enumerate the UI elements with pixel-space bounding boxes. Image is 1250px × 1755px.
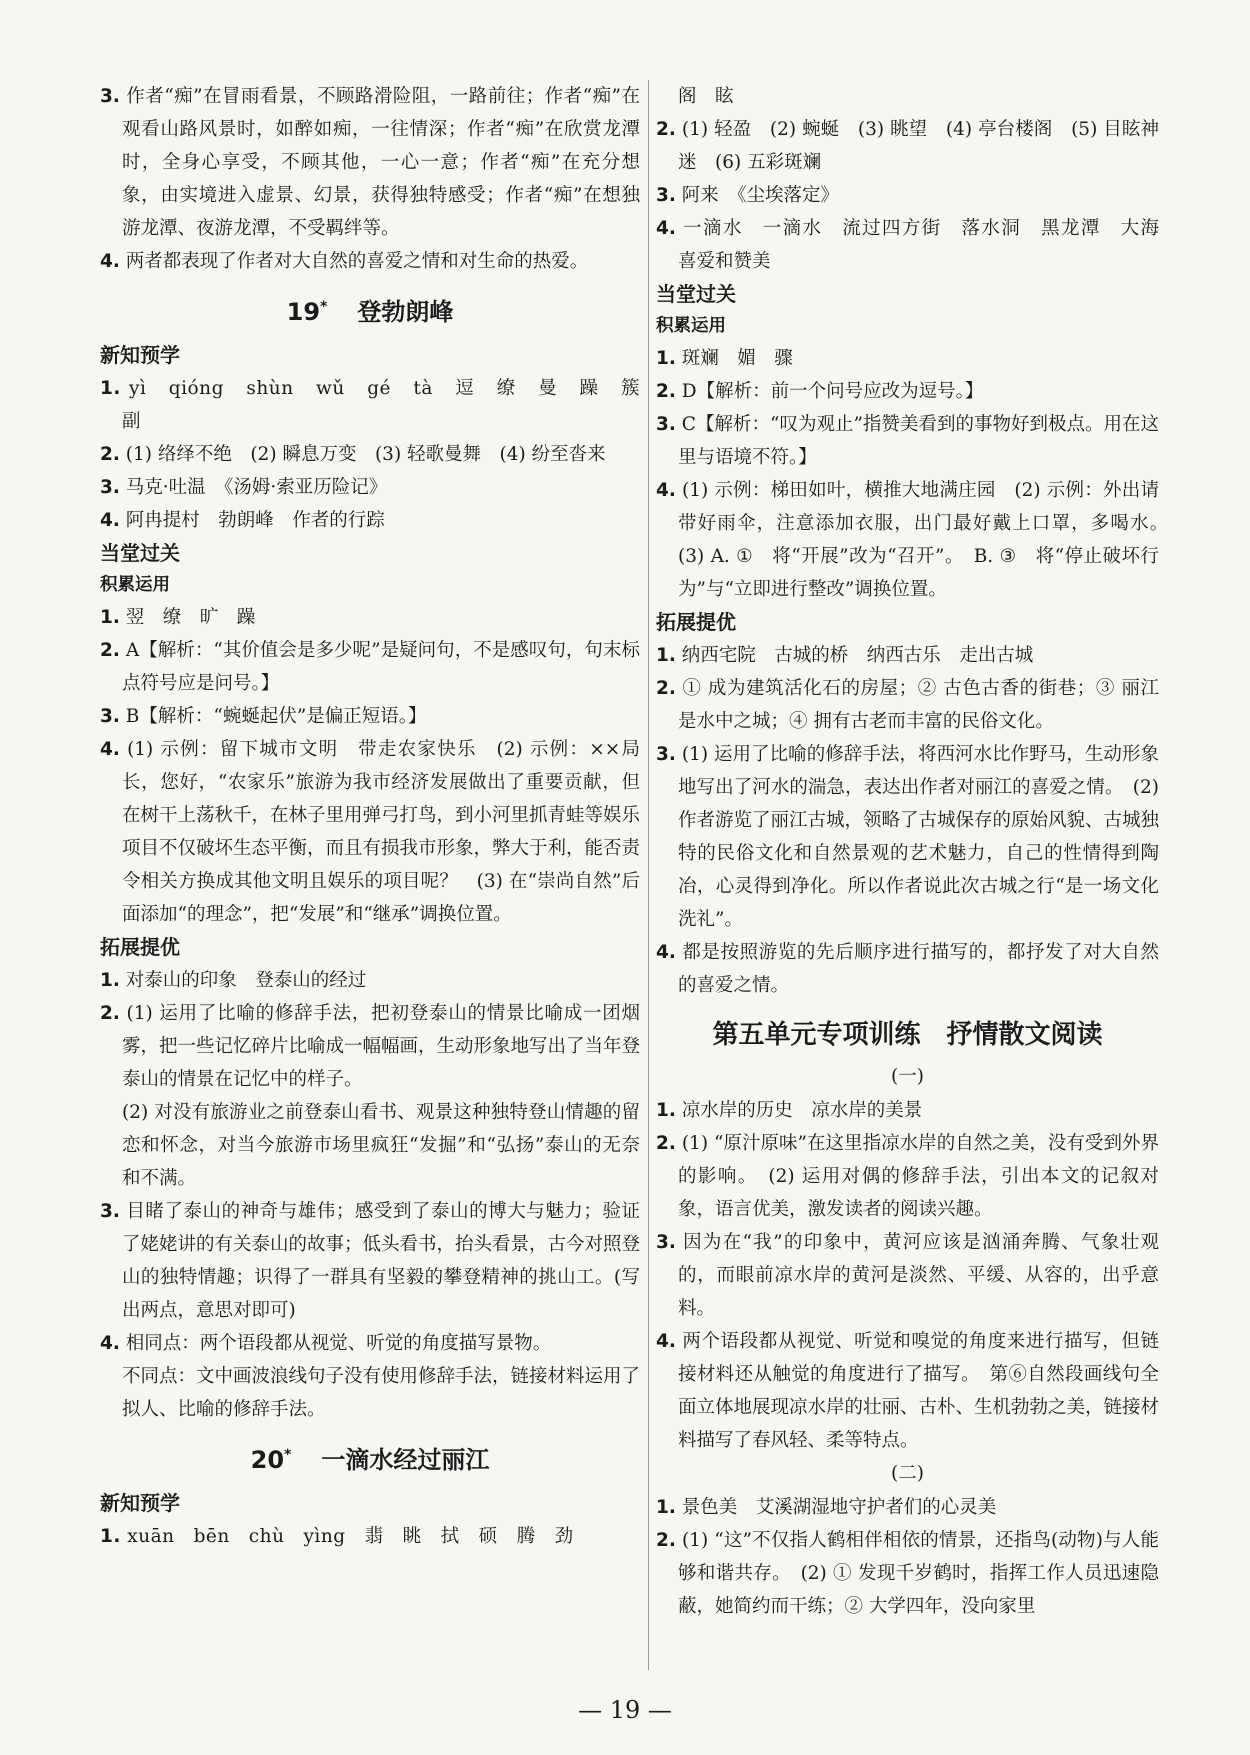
part-label: (一) bbox=[891, 1066, 924, 1087]
answer-item: 2. (1) 运用了比喻的修辞手法，把初登泰山的情景比喻成一团烟雾，把一些记忆碎片比喻成一幅幅画，生动形象地写出了当年登泰山的情景在记忆中的样子。 bbox=[100, 1003, 641, 1090]
column-divider bbox=[648, 80, 649, 1670]
answer-item: 4. 都是按照游览的先后顺序进行描写的，都抒发了对大自然的喜爱之情。 bbox=[656, 942, 1159, 996]
section-heading-tuozhan: 拓展提优 bbox=[100, 935, 180, 959]
answer-item: 3. 因为在“我”的印象中，黄河应该是汹涌奔腾、气象壮观的，而眼前凉水岸的黄河是淡然、平缓、从容的，出乎意料。 bbox=[656, 1232, 1159, 1319]
part-label: (二) bbox=[891, 1463, 924, 1484]
answer-item: 1. 对泰山的印象 登泰山的经过 bbox=[100, 970, 367, 991]
answer-continuation: 不同点：文中画波浪线句子没有使用修辞手法，链接材料运用了拟人、比喻的修辞手法。 bbox=[122, 1366, 641, 1420]
answer-item: 2. (1) “原汁原味”在这里指凉水岸的自然之美，没有受到外界的影响。 (2) 运用对偶的修辞手法，引出本文的记叙对象，语言优美，激发读者的阅读兴趣。 bbox=[656, 1133, 1159, 1220]
answer-item: 3. 阿来 《尘埃落定》 bbox=[656, 185, 840, 206]
answer-item: 1. 景色美 艾溪湖湿地守护者们的心灵美 bbox=[656, 1497, 997, 1518]
unit-5-title: 第五单元专项训练 抒情散文阅读 bbox=[712, 1020, 1103, 1050]
answer-continuation: (2) 对没有旅游业之前登泰山看书、观景这种独特登山情趣的留恋和怀念，对当今旅游市场里疯狂“发掘”和“弘扬”泰山的无奈和不满。 bbox=[122, 1102, 640, 1189]
answer-item: 3. 马克·吐温 《汤姆·索亚历险记》 bbox=[100, 477, 388, 498]
answer-item: 4. 两者都表现了作者对大自然的喜爱之情和对生命的热爱。 bbox=[100, 251, 589, 272]
answer-item: 2. D【解析：前一个问号应改为逗号。】 bbox=[656, 381, 984, 402]
answer-item: 1. yì qióng shùn wǔ gé tà 逗 缭 曼 躁 簇 副 bbox=[100, 378, 659, 432]
answer-item: 1. xuān bēn chù yìng 翡 眺 拭 硕 腾 劲 bbox=[100, 1526, 574, 1547]
answer-item: 4. (1) 示例：梯田如叶，横推大地满庄园 (2) 示例：外出请带好雨伞，注意添加衣服，出门最好戴上口罩，多喝水。 (3) A. ① 将“开展”改为“召开”。 B. ③ 将“停止破坏行为”与“立即进行整改”调换位置。 bbox=[656, 480, 1178, 600]
answer-item: 3. B【解析：“蜿蜒起伏”是偏正短语。】 bbox=[100, 706, 427, 727]
answer-item: 4. (1) 示例：留下城市文明 带走农家快乐 (2) 示例：××局长，您好，“农家乐”旅游为我市经济发展做出了重要贡献，但在树干上荡秋千，在林子里用弹弓打鸟，到小河里抓青蛙等娱乐项目不仅破坏生态平衡，而且有损我市形象，弊大于利，能否责令相关方换成其他文明且娱乐的项目呢？ (3) 在“崇尚自然”后面添加“的理念”，把“发展”和“继承”调换位置。 bbox=[100, 739, 641, 925]
answer-item: 3. 目睹了泰山的神奇与雄伟；感受到了泰山的博大与魅力；验证了姥姥讲的有关泰山的故事；低头看书，抬头看景，古今对照登山的独特情趣；识得了一群具有坚毅的攀登精神的挑山工。(写出两点，意思对即可) bbox=[100, 1201, 641, 1321]
answer-item: 4. 一滴水 一滴水 流过四方街 落水洞 黑龙潭 大海 喜爱和赞美 bbox=[656, 218, 1178, 272]
answer-item: 1. 翌 缭 旷 躁 bbox=[100, 607, 256, 628]
answer-item: 2. (1) “这”不仅指人鹤相伴相依的情景，还指鸟(动物)与人能够和谐共存。 (2) ① 发现千岁鹤时，指挥工作人员迅速隐蔽，她简约而干练；② 大学四年，没向家里 bbox=[656, 1530, 1159, 1617]
left-column bbox=[100, 80, 659, 1553]
page-number: — 19 — bbox=[578, 1696, 672, 1724]
answer-continuation: 阁 眩 bbox=[678, 86, 734, 107]
lesson-19-title: 19* 登勃朗峰 bbox=[286, 298, 454, 326]
right-column bbox=[656, 80, 1178, 1623]
answer-item: 3. (1) 运用了比喻的修辞手法，将西河水比作野马，生动形象地写出了河水的湍急，表达出作者对丽江的喜爱之情。 (2) 作者游览了丽江古城，领略了古城保存的原始风貌、古城独特的民俗文化和自然景观的艺术魅力，自己的性情得到陶冶，心灵得到净化。所以作者说此次古城之行“是一场文化洗礼”。 bbox=[656, 744, 1160, 930]
subsection-heading: 积累运用 bbox=[656, 316, 726, 336]
section-heading-dangtang: 当堂过关 bbox=[656, 282, 736, 306]
lesson-20-title: 20* 一滴水经过丽江 bbox=[250, 1446, 490, 1474]
answer-item: 2. ① 成为建筑活化石的房屋；② 古色古香的街巷；③ 丽江是水中之城；④ 拥有古老而丰富的民俗文化。 bbox=[656, 678, 1159, 732]
answer-item: 4. 阿冉提村 勃朗峰 作者的行踪 bbox=[100, 510, 385, 531]
answer-item: 3. C【解析：“叹为观止”指赞美看到的事物好到极点。用在这里与语境不符。】 bbox=[656, 414, 1159, 468]
answer-item: 1. 纳西宅院 古城的桥 纳西古乐 走出古城 bbox=[656, 645, 1034, 666]
subsection-heading: 积累运用 bbox=[100, 575, 170, 595]
answer-item: 2. (1) 轻盈 (2) 蜿蜒 (3) 眺望 (4) 亭台楼阁 (5) 目眩神迷 (6) 五彩斑斓 bbox=[656, 119, 1159, 173]
answer-item: 2. A【解析：“其价值会是多少呢”是疑问句，不是感叹句，句末标点符号应是问号。】 bbox=[100, 640, 640, 694]
section-heading-tuozhan: 拓展提优 bbox=[656, 610, 736, 634]
answer-item: 4. 两个语段都从视觉、听觉和嗅觉的角度来进行描写，但链接材料还从触觉的角度进行了描写。 第⑥自然段画线句全面立体地展现凉水岸的壮丽、古朴、生机勃勃之美，链接材料描写了春风轻、柔等特点。 bbox=[656, 1331, 1160, 1451]
answer-item: 1. 斑斓 媚 骤 bbox=[656, 348, 793, 369]
answer-item: 1. 凉水岸的历史 凉水岸的美景 bbox=[656, 1100, 923, 1121]
answer-item: 3. 作者“痴”在冒雨看景，不顾路滑险阻，一路前往；作者“痴”在观看山路风景时，如醉如痴，一往情深；作者“痴”在欣赏龙潭时，全身心享受，不顾其他，一心一意；作者“痴”在充分想象，由实境进入虚景、幻景，获得独特感受；作者“痴”在想独游龙潭、夜游龙潭，不受羁绊等。 bbox=[100, 86, 640, 239]
answer-item: 2. (1) 络绎不绝 (2) 瞬息万变 (3) 轻歌曼舞 (4) 纷至沓来 bbox=[100, 444, 606, 465]
section-heading-xinzhi: 新知预学 bbox=[100, 1491, 180, 1515]
section-heading-xinzhi: 新知预学 bbox=[100, 343, 180, 367]
section-heading-dangtang: 当堂过关 bbox=[100, 541, 180, 565]
answer-item: 4. 相同点：两个语段都从视觉、听觉的角度描写景物。 bbox=[100, 1333, 552, 1354]
